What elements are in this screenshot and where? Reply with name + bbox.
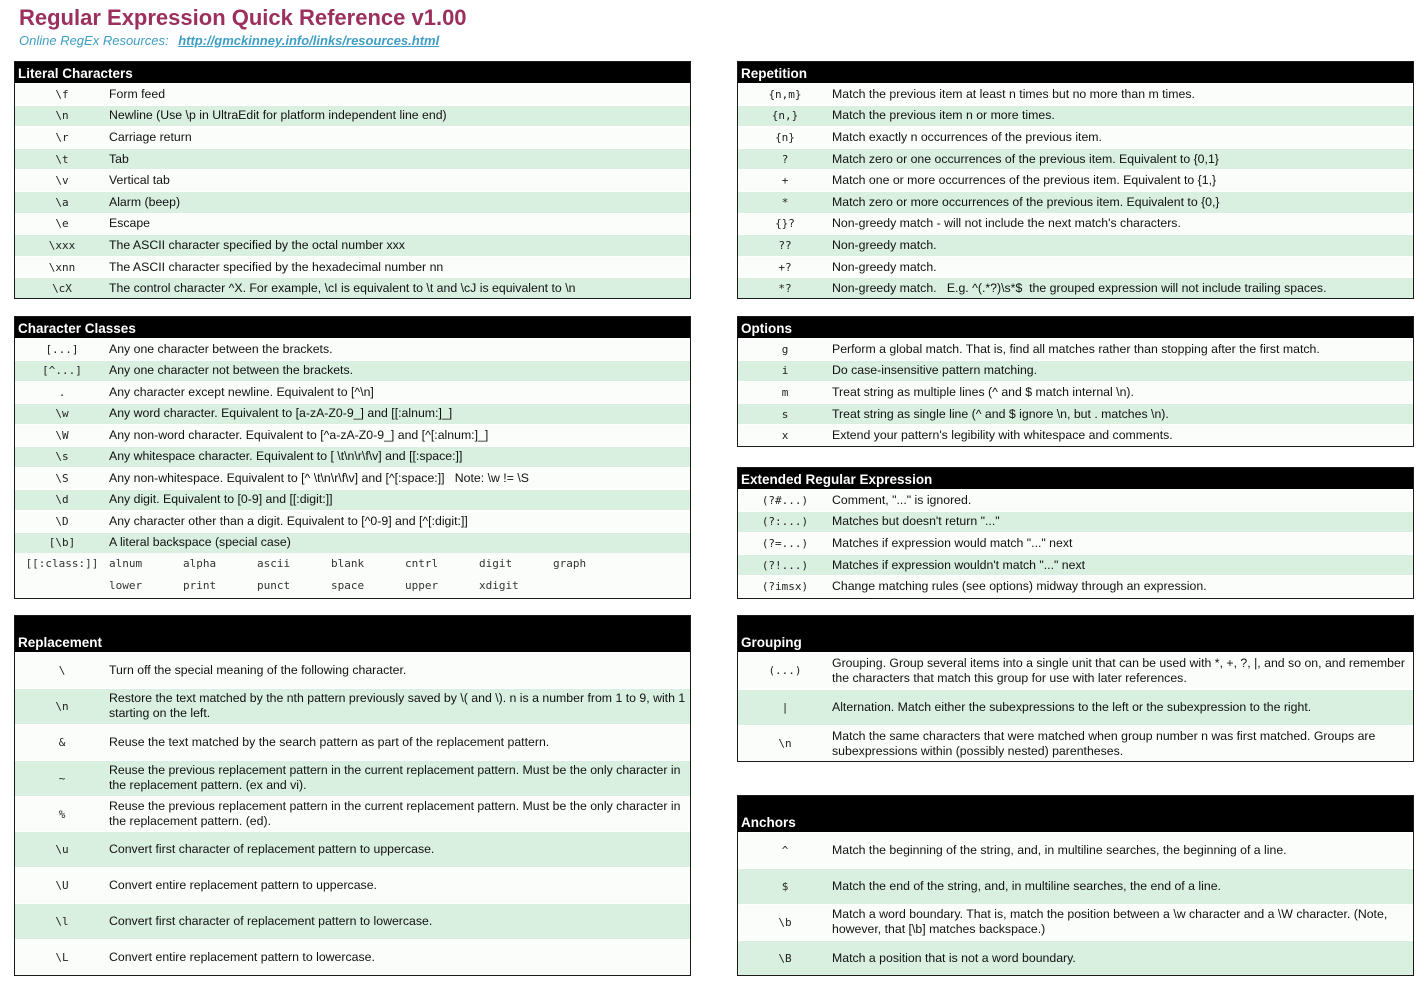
regex-token: {n,m} [768,87,802,101]
section-replacement [14,615,691,976]
token-description: Form feed [109,86,166,101]
token-description: Match exactly n occurrences of the previous item. [832,129,1102,144]
table-row [738,277,1413,299]
regex-token: ~ [58,771,66,785]
regex-token: {n,} [771,109,799,123]
token-description: Match the same characters that were matched when group number n was first matched. Groups are subexpressions within (possibly nested) parentheses. [832,728,1379,758]
posix-class-name: graph [553,557,587,571]
posix-class-name: alpha [183,557,217,571]
table-row [15,446,690,468]
regex-token: g [781,342,789,356]
token-description: Perform a global match. That is, find all matches rather than stopping after the first match. [832,341,1320,356]
regex-token: \s [55,450,69,464]
regex-token: \n [55,699,69,713]
token-description: Reuse the previous replacement pattern in the current replacement pattern. Must be the only character in the replacement pattern. (ed). [109,799,684,828]
regex-token: % [58,807,66,821]
table-row [15,403,690,425]
regex-token: | [781,700,789,714]
token-description: Vertical tab [109,173,170,188]
token-description: The control character ^X. For example, \cI is equivalent to \t and \cJ is equivalent to \n [109,281,576,296]
class-names-row [15,553,690,575]
section-title: Literal Characters [15,62,690,83]
regex-token: \ [58,663,66,677]
regex-token: \l [55,915,69,929]
token-description: Any non-whitespace. Equivalent to [^ \t\n\r\f\v] and [^[:space:]] Note: \w != \S [109,470,529,485]
section-options [737,316,1414,447]
page-subtitle [19,33,439,48]
table-row [738,105,1413,127]
token-description: Any word character. Equivalent to [a-zA-Z0-9_] and [[:alnum:]_] [109,406,453,421]
section-title: Extended Regular Expression [738,468,1413,489]
regex-token: (?:...) [761,515,809,529]
posix-class-name: lower [109,578,143,592]
token-description: Reuse the text matched by the search pattern as part of the replacement pattern. [109,734,550,749]
table-row [738,489,1413,511]
table-row [15,903,690,939]
regex-token: * [781,195,789,209]
table-row [15,169,690,191]
table-row [15,796,690,832]
section-title: Anchors [738,796,1413,832]
regex-token: & [58,735,66,749]
token-description: Convert first character of replacement pattern to lowercase. [109,914,433,929]
regex-token: \U [55,879,69,893]
table-row [15,939,690,975]
table-row [15,277,690,299]
resources-link[interactable]: http://gmckinney.info/links/resources.html [178,33,440,48]
regex-token: \xnn [48,260,76,274]
table-row [738,83,1413,105]
regex-token: {n} [775,130,795,144]
section-title: Grouping [738,616,1413,652]
regex-token: (?=...) [761,536,809,550]
token-description: Match a position that is not a word boundary. [832,950,1076,965]
token-description: The ASCII character specified by the hexadecimal number nn [109,259,444,274]
token-description: Non-greedy match. [832,259,937,274]
token-description: Match the previous item n or more times. [832,108,1055,123]
regex-token: $ [781,879,789,893]
token-description: Non-greedy match - will not include the next match's characters. [832,216,1181,231]
table-row [15,338,690,360]
regex-token: m [781,385,789,399]
section-literal-characters [14,61,691,299]
section-repetition [737,61,1414,299]
regex-token: \n [55,109,69,123]
token-description: Comment, "..." is ignored. [832,492,972,507]
token-description: Do case-insensitive pattern matching. [832,363,1038,378]
regex-token: \w [55,407,69,421]
page-title: Regular Expression Quick Reference v1.00 [19,5,467,30]
table-row [738,169,1413,191]
regex-token: [^...] [42,364,82,378]
regex-token: \n [778,737,792,751]
section-title: Repetition [738,62,1413,83]
posix-class-name: blank [331,557,365,571]
section-extended-regex [737,467,1414,599]
subtitle-label: Online RegEx Resources: [19,33,169,48]
posix-class-name: digit [479,557,513,571]
token-description: Any digit. Equivalent to [0-9] and [[:digit:]] [109,492,333,507]
token-description: Alternation. Match either the subexpressions to the left or the subexpression to the right. [832,699,1312,714]
regex-token: \S [55,471,69,485]
table-row [15,489,690,511]
regex-token: \xxx [48,238,76,252]
token-description: Treat string as multiple lines (^ and $ match internal \n). [832,384,1134,399]
token-description: Grouping. Group several items into a single unit that can be used with *, +, ?, |, and so on, and remember the characters that match this group for use with later references. [832,655,1409,685]
posix-class-name: xdigit [479,578,519,592]
table-row [738,725,1413,762]
table-row [738,904,1413,940]
table-row [738,424,1413,446]
regex-token: . [58,385,66,399]
token-description: Non-greedy match. [832,237,937,252]
token-description: Match a word boundary. That is, match the position between a \w character and a \W character. (Note, however, that [\b] matches backspace.) [832,907,1391,937]
regex-token: \v [55,174,69,188]
token-description: Treat string as single line (^ and $ ignore \n, but . matches \n). [832,406,1169,421]
token-description: Convert first character of replacement pattern to uppercase. [109,842,435,857]
table-row [738,148,1413,170]
table-row [15,360,690,382]
regex-token: + [781,174,789,188]
table-row [15,105,690,127]
token-description: Match the end of the string, and, in multiline searches, the end of a line. [832,878,1221,893]
regex-token: [...] [45,342,79,356]
regex-token: \L [55,951,69,965]
token-description: Restore the text matched by the nth pattern previously saved by \( and \). n is a number from 1 to 9, with 1 starting on the left. [109,691,689,721]
table-row [15,256,690,278]
table-row [738,234,1413,256]
token-description: Any one character not between the brackets. [109,363,354,378]
token-description: Any whitespace character. Equivalent to [ \t\n\r\f\v] and [[:space:]] [109,449,463,464]
table-row [738,940,1413,976]
regex-token: (?imsx) [761,580,809,594]
posix-class-name: ascii [257,557,291,571]
token-description: Any character except newline. Equivalent to [^\n] [109,384,374,399]
regex-token: \B [778,951,792,965]
posix-class-name: alnum [109,557,143,571]
regex-token: \W [55,428,69,442]
regex-token: +? [778,260,792,274]
table-row [738,868,1413,904]
token-description: Convert entire replacement pattern to lowercase. [109,950,375,965]
regex-token: \r [55,130,69,144]
regex-token: \e [55,217,69,231]
posix-class-name: punct [257,578,291,592]
table-row [15,191,690,213]
section-anchors [737,795,1414,976]
token-description: Matches if expression would match "..." next [832,535,1073,550]
table-row [738,832,1413,868]
section-title: Character Classes [15,317,690,338]
table-row [15,83,690,105]
table-row [15,381,690,403]
regex-token: \a [55,195,69,209]
posix-class-name: upper [405,578,439,592]
table-row [738,575,1413,597]
table-row [15,213,690,235]
regex-token: \cX [52,282,72,296]
token-description: Match one or more occurrences of the previous item. Equivalent to {1,} [832,173,1217,188]
regex-token: \d [55,493,69,507]
token-description: Match zero or more occurrences of the previous item. Equivalent to {0,} [832,194,1220,209]
token-description: A literal backspace (special case) [109,535,291,550]
token-description: Convert entire replacement pattern to uppercase. [109,878,377,893]
token-description: Reuse the previous replacement pattern in the current replacement pattern. Must be the only character in the replacement pattern. (ex and vi). [109,763,684,793]
table-row [738,360,1413,382]
regex-token: [\b] [48,536,76,550]
regex-token: {}? [775,217,795,231]
token-description: Turn off the special meaning of the following character. [109,662,407,677]
token-description: Escape [109,216,151,231]
regex-token: x [781,429,789,443]
table-row [15,148,690,170]
table-row [738,403,1413,425]
token-description: Match the beginning of the string, and, in multiline searches, the beginning of a line. [832,842,1287,857]
regex-token: i [781,364,789,378]
token-description: The ASCII character specified by the octal number xxx [109,237,405,252]
table-row [15,467,690,489]
token-description: Alarm (beep) [109,194,181,209]
table-row [738,191,1413,213]
section-title: Replacement [15,616,690,652]
table-row [15,688,690,724]
token-description: Matches but doesn't return "..." [832,514,1000,529]
token-description: Any one character between the brackets. [109,341,333,356]
token-description: Match the previous item at least n times but no more than m times. [832,86,1195,101]
table-row [15,126,690,148]
posix-class-name: space [331,578,365,592]
token-description: Any character other than a digit. Equivalent to [^0-9] and [^[:digit:]] [109,513,468,528]
table-row [738,338,1413,360]
table-row [738,652,1413,689]
regex-token: ^ [781,843,789,857]
regex-token: (?#...) [761,493,809,507]
table-row [15,652,690,688]
regex-token: \D [55,514,69,528]
token-description: Change matching rules (see options) midway through an expression. [832,579,1207,594]
token-description: Matches if expression wouldn't match "..." next [832,557,1086,572]
table-row [738,689,1413,726]
token-description: Newline (Use \p in UltraEdit for platform independent line end) [109,108,447,123]
token-description: Match zero or one occurrences of the previous item. Equivalent to {0,1} [832,151,1219,166]
table-row [15,532,690,554]
table-row [738,256,1413,278]
table-row [15,510,690,532]
posix-class-name: print [183,578,217,592]
token-description: Carriage return [109,129,192,144]
table-row [738,532,1413,554]
table-row [738,554,1413,576]
token-description: Non-greedy match. E.g. ^(.*?)\s*$ the grouped expression will not include trailing spaces. [832,281,1327,296]
table-row [738,511,1413,533]
regex-token: (...) [768,664,802,678]
section-grouping [737,615,1414,762]
table-row [738,126,1413,148]
table-row [15,760,690,796]
class-names-row [15,575,690,597]
class-syntax: [[:class:]] [25,557,99,571]
table-row [15,724,690,760]
table-row [15,831,690,867]
table-row [738,213,1413,235]
regex-token: (?!...) [761,558,809,572]
token-description: Extend your pattern's legibility with whitespace and comments. [832,428,1173,443]
regex-token: ? [781,152,789,166]
regex-token: \b [778,915,792,929]
regex-token: \f [55,87,69,101]
regex-token: ?? [778,238,792,252]
table-row [15,234,690,256]
regex-token: \t [55,152,69,166]
regex-token: \u [55,843,69,857]
regex-token: s [781,407,789,421]
regex-token: *? [778,282,792,296]
section-title: Options [738,317,1413,338]
token-description: Any non-word character. Equivalent to [^a-zA-Z0-9_] and [^[:alnum:]_] [109,427,489,442]
section-character-classes [14,316,691,599]
posix-class-name: cntrl [405,557,439,571]
token-description: Tab [109,151,129,166]
table-row [15,867,690,903]
table-row [15,424,690,446]
table-row [738,381,1413,403]
